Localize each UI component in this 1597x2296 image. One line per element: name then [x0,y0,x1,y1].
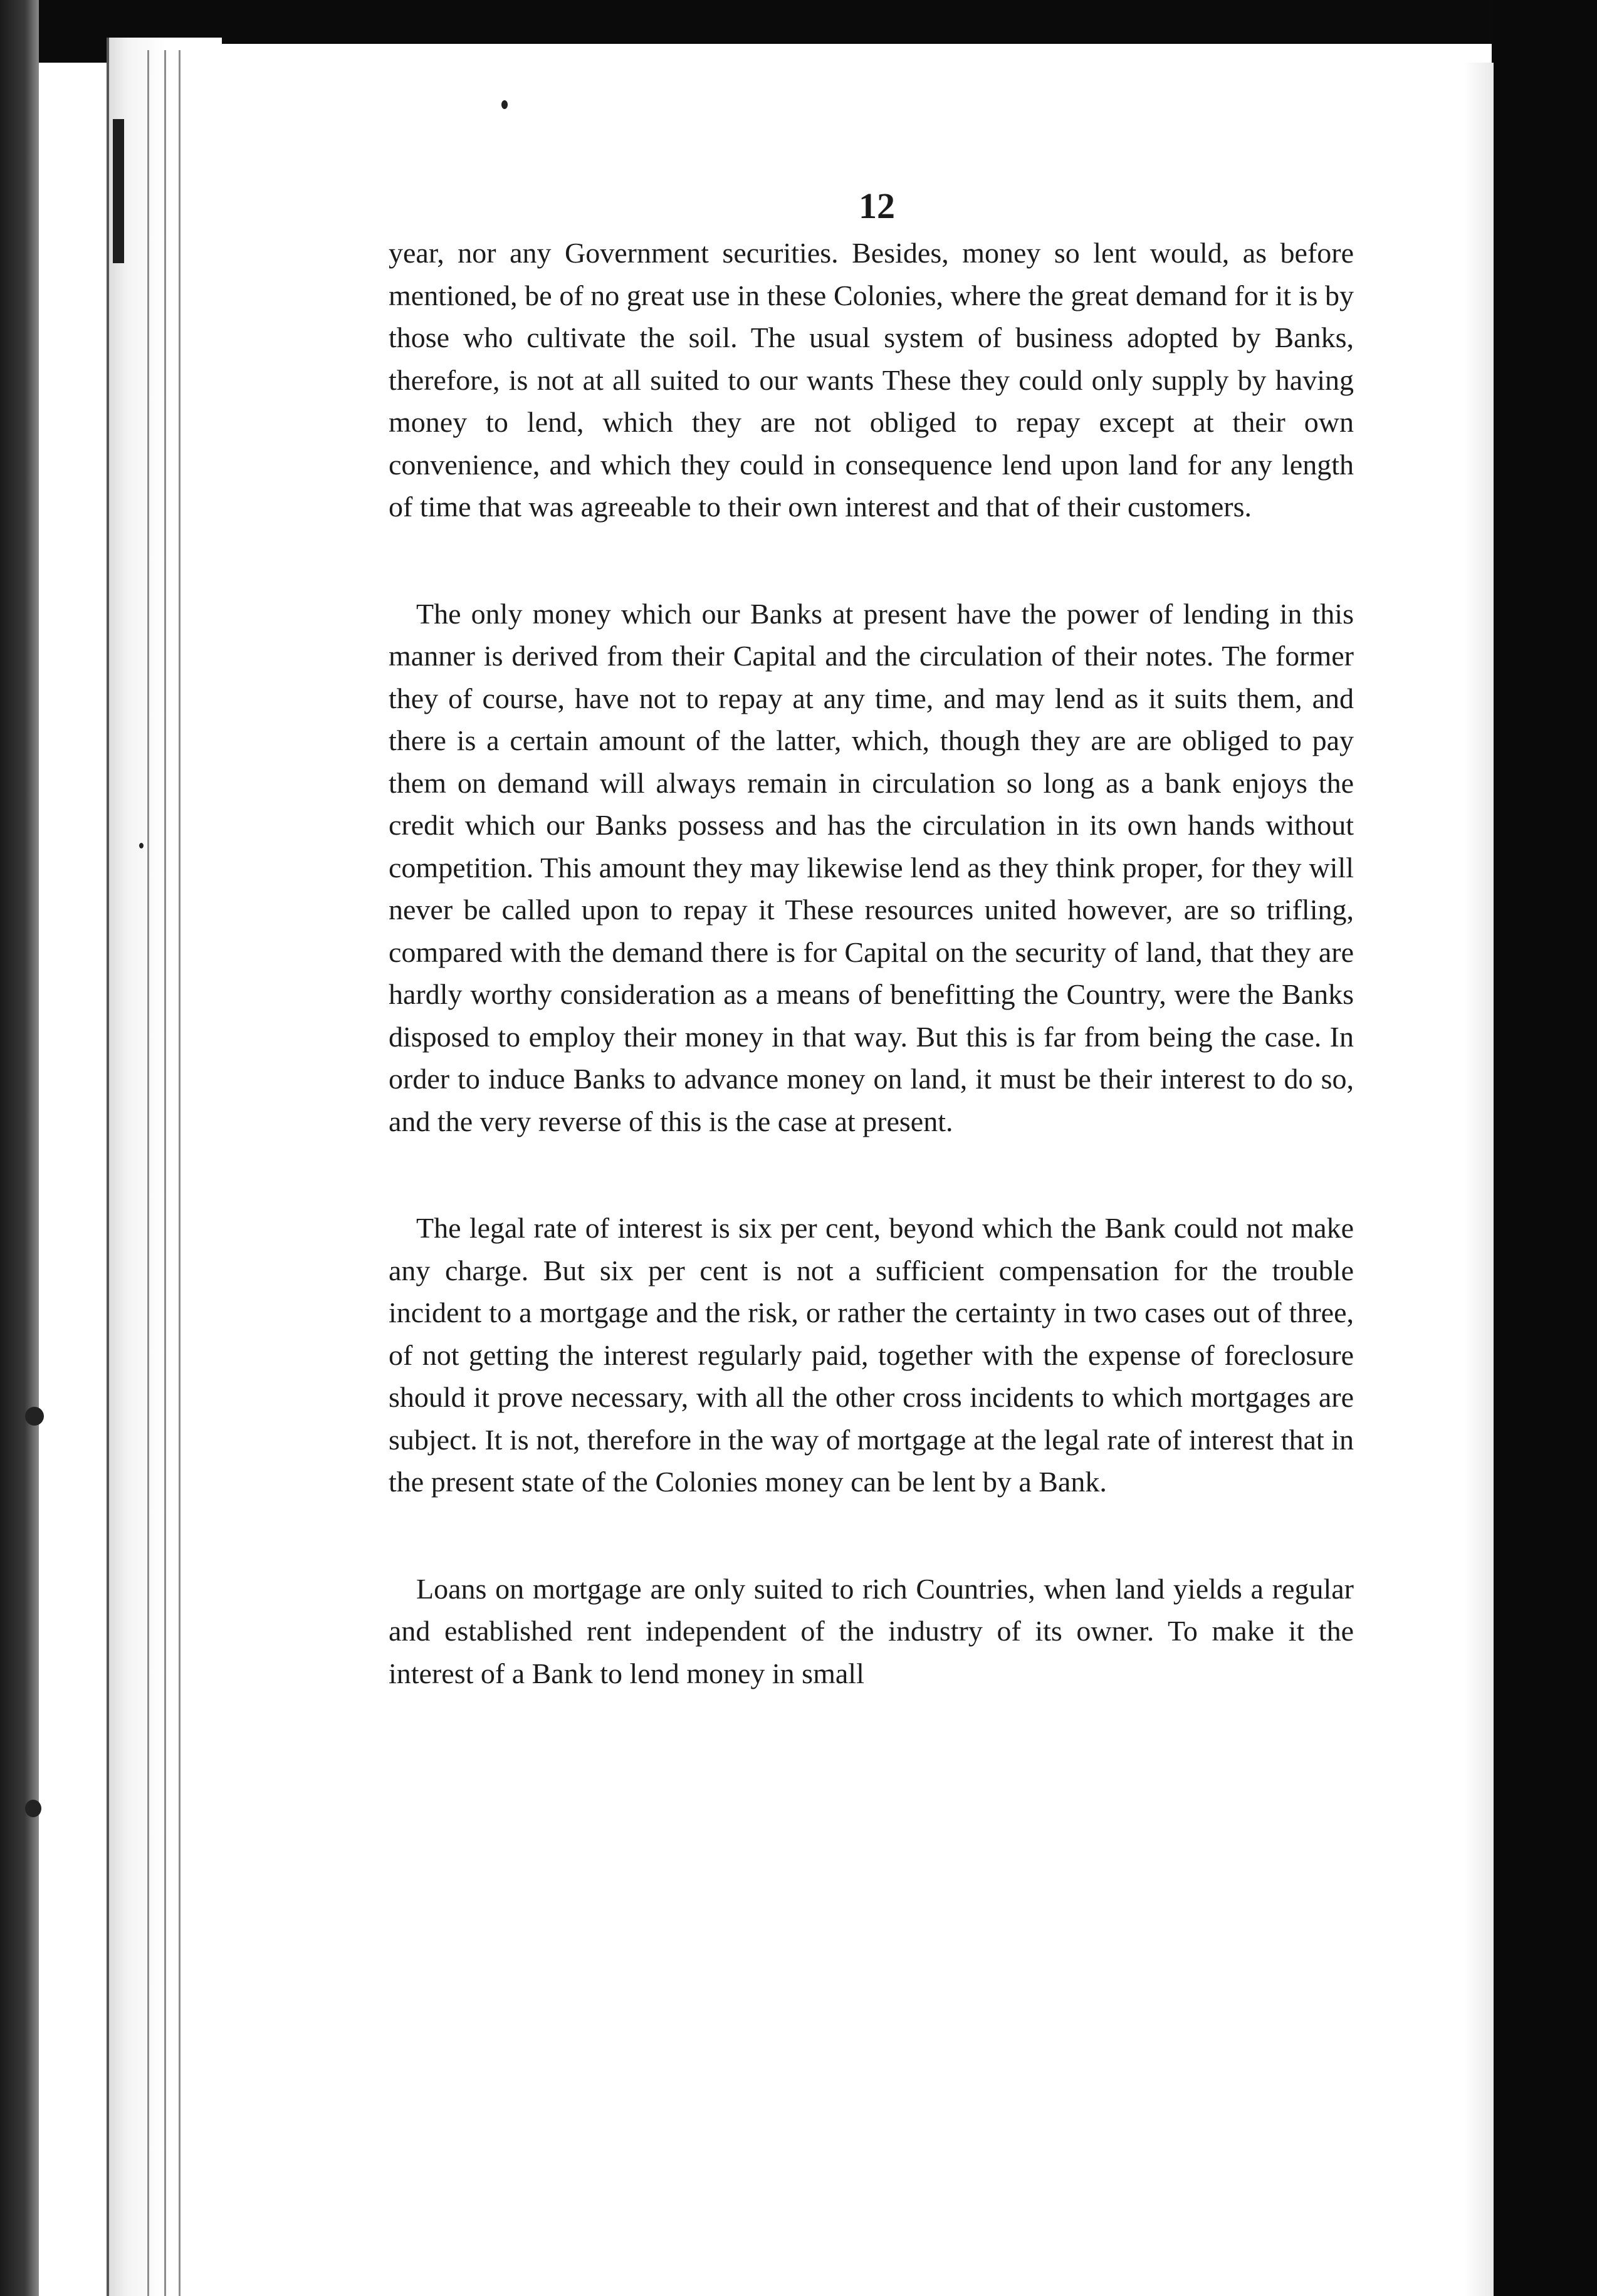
body-text [389,232,1354,1759]
page-edge-line [147,50,149,2296]
ink-speck [501,100,508,109]
page-right-shadow [1463,63,1494,2296]
binding-shadow [113,119,124,263]
paragraph-1: year, nor any Government securities. Besides, money so lent would, as before mentioned, be of no great use in these Colonies, where the great demand for it is by those who cultivate the soil. The usual system of business adopted by Banks, therefore, is not at all suited to our wants These they could only supply by having money to lend, which they are not obliged to repay except at their own convenience, and which they could in consequence lend upon land for any length of time that was agreeable to their own interest and that of their customers. [389,237,1354,523]
scan-border-right [1494,0,1597,2296]
paragraph-3: The legal rate of interest is six per cent, beyond which the Bank could not make any charge. But six per cent is not a sufficient compensation for the trouble incident to a mortgage and the risk, or rather the certainty in two cases out of three, of not getting the interest regularly paid, together with the expense of foreclosure should it prove necessary, with all the other cross incidents to which mortgages are subject. It is not, therefore in the way of mortgage at the legal rate of interest that in the present state of the Colonies money can be lent by a Bank. [389,1212,1354,1498]
page-edge-line [164,50,166,2296]
scan-border-left [0,0,39,2296]
ink-speck [25,1800,41,1817]
paragraph-4: Loans on mortgage are only suited to rich Countries, when land yields a regular and established rent independent of the industry of its owner. To make it the interest of a Bank to lend money in small [389,1572,1354,1689]
ink-speck [139,843,144,848]
ink-speck [25,1407,44,1426]
page-edge-line [179,50,181,2296]
page-number: 12 [859,185,895,226]
paragraph-2: The only money which our Banks at present have the power of lending in this manner is derived from their Capital and the circulation of their notes. The former they of course, have not to repay at any time, and may lend as it suits them, and there is a certain amount of the latter, which, though they are are obliged to pay them on demand will always remain in circulation so long as a bank enjoys the credit which our Banks possess and has the circulation in its own hands without competition. This amount they may likewise lend as they think proper, for they will never be called upon to repay it These resources united however, are so trifling, compared with the demand there is for Capital on the security of land, that they are hardly worthy consideration as a means of benefitting the Country, were the Banks disposed to employ their money in that way. But this is far from being the case. In order to induce Banks to advance money on land, it must be their interest to do so, and the very reverse of this is the case at present. [389,597,1354,1137]
